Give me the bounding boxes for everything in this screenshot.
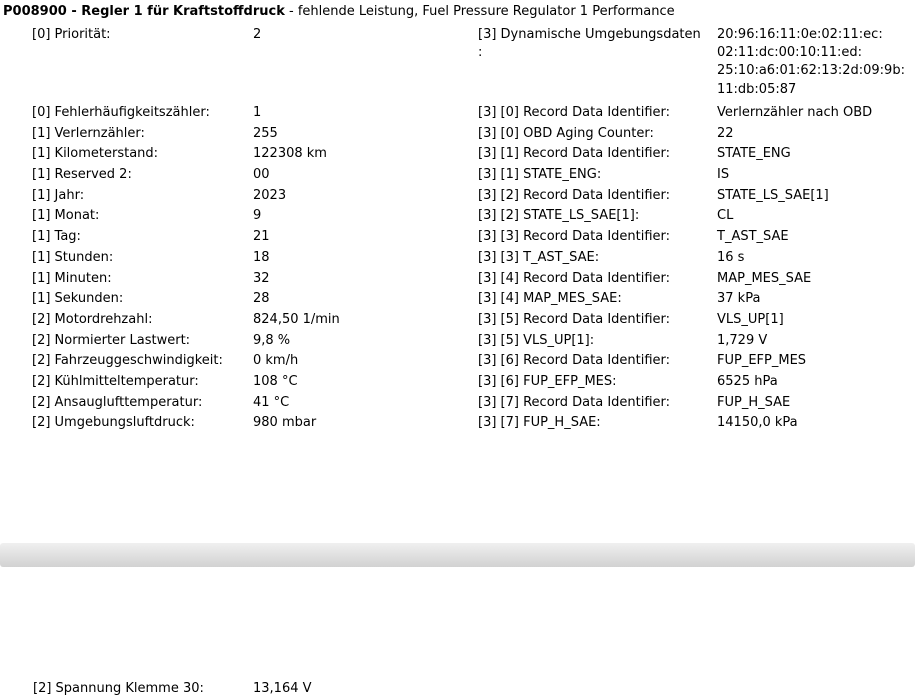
field-label	[478, 26, 717, 103]
field-label: [2] Fahrzeuggeschwindigkeit:	[32, 353, 223, 369]
field-value: CL	[717, 208, 734, 224]
hex-line: 25:10:a6:01:62:13:2d:09:9b:	[717, 63, 905, 79]
field-value: 37 kPa	[717, 291, 761, 307]
field-label: [0] Fehlerhäufigkeitszähler:	[32, 105, 210, 120]
field-value: 22	[717, 125, 734, 141]
field-value: 21	[253, 229, 270, 245]
hex-line: 20:96:16:11:0e:02:11:ec:	[717, 27, 883, 42]
field-label: [1] Minuten:	[32, 270, 112, 286]
field-value: 16 s	[717, 249, 745, 265]
field-label: [1] Sekunden:	[32, 291, 124, 307]
field-value-hex	[717, 26, 915, 103]
field-value: STATE_LS_SAE[1]	[717, 187, 829, 203]
field-value: 9,8 %	[253, 332, 291, 348]
field-label: [2] Normierter Lastwert:	[32, 332, 191, 348]
field-label: [1] Verlernzähler:	[32, 125, 145, 141]
field-label: [1] Stunden:	[32, 249, 114, 265]
field-label: [3] [2] Record Data Identifier:	[478, 187, 671, 203]
field-value: 1	[253, 105, 262, 120]
field-label: [3] [4] Record Data Identifier:	[478, 270, 671, 286]
field-value: 980 mbar	[253, 415, 317, 431]
field-label: [3] [0] OBD Aging Counter:	[478, 125, 654, 141]
field-label-line: [3] Dynamische Umgebungsdaten	[478, 27, 701, 42]
field-label: [2] Ansauglufttemperatur:	[32, 394, 203, 410]
field-value: 9	[253, 208, 262, 224]
hex-line: 02:11:dc:00:10:11:ed:	[717, 45, 863, 61]
field-label: [2] Motordrehzahl:	[32, 311, 153, 327]
field-value: 32	[253, 270, 270, 286]
field-label: [3] [0] Record Data Identifier:	[478, 105, 671, 120]
field-label: [3] [7] Record Data Identifier:	[478, 394, 671, 410]
field-label: [3] [5] VLS_UP[1]:	[478, 332, 595, 348]
dtc-description: - fehlende Leistung, Fuel Pressure Regulator 1 Performance	[284, 4, 675, 19]
field-value: FUP_EFP_MES	[717, 353, 807, 369]
field-label: [2] Umgebungsluftdruck:	[32, 415, 195, 431]
field-value: 13,164 V	[253, 681, 312, 696]
field-value: VLS_UP[1]	[717, 311, 784, 327]
field-label: [3] [7] FUP_H_SAE:	[478, 415, 601, 431]
field-label: [2] Spannung Klemme 30:	[33, 681, 204, 696]
field-label: [3] [6] FUP_EFP_MES:	[478, 373, 617, 389]
field-value: 108 °C	[253, 373, 298, 389]
hex-line: 11:db:05:87	[717, 81, 797, 97]
field-value: Verlernzähler nach OBD	[717, 105, 873, 120]
field-label: [3] [3] T_AST_SAE:	[478, 249, 600, 265]
field-label: [1] Jahr:	[32, 187, 85, 203]
field-value: 255	[253, 125, 278, 141]
field-value: 41 °C	[253, 394, 290, 410]
field-value: 00	[253, 167, 270, 183]
section-divider-bar[interactable]	[0, 543, 915, 567]
field-value: 2	[253, 27, 262, 42]
field-label: [0] Priorität:	[32, 27, 111, 42]
field-label-line: :	[478, 45, 483, 61]
field-value: MAP_MES_SAE	[717, 270, 812, 286]
dtc-code-and-name: P008900 - Regler 1 für Kraftstoffdruck	[3, 4, 285, 19]
field-value: 28	[253, 291, 270, 307]
field-value: 1,729 V	[717, 332, 768, 348]
field-value: 18	[253, 249, 270, 265]
field-label: [1] Monat:	[32, 208, 100, 224]
field-label: [1] Kilometerstand:	[32, 146, 159, 162]
field-label: [3] [6] Record Data Identifier:	[478, 353, 671, 369]
freeze-frame-table	[32, 26, 915, 434]
field-value: 122308 km	[253, 146, 327, 162]
field-value: 14150,0 kPa	[717, 415, 798, 431]
field-label: [1] Tag:	[32, 229, 81, 245]
second-section-table	[33, 681, 312, 696]
dtc-title	[3, 4, 675, 20]
field-label: [3] [3] Record Data Identifier:	[478, 229, 671, 245]
field-label: [3] [1] Record Data Identifier:	[478, 146, 671, 162]
field-value: IS	[717, 167, 730, 183]
field-value: 2023	[253, 187, 287, 203]
field-value: 0 km/h	[253, 353, 299, 369]
field-value: FUP_H_SAE	[717, 394, 791, 410]
field-label: [1] Reserved 2:	[32, 167, 132, 183]
field-value: 6525 hPa	[717, 373, 778, 389]
field-value: T_AST_SAE	[717, 229, 789, 245]
field-value: 824,50 1/min	[253, 311, 340, 327]
field-label: [2] Kühlmitteltemperatur:	[32, 373, 199, 389]
field-label: [3] [1] STATE_ENG:	[478, 167, 602, 183]
field-label: [3] [5] Record Data Identifier:	[478, 311, 671, 327]
field-label: [3] [2] STATE_LS_SAE[1]:	[478, 208, 640, 224]
field-label: [3] [4] MAP_MES_SAE:	[478, 291, 622, 307]
field-value: STATE_ENG	[717, 146, 791, 162]
